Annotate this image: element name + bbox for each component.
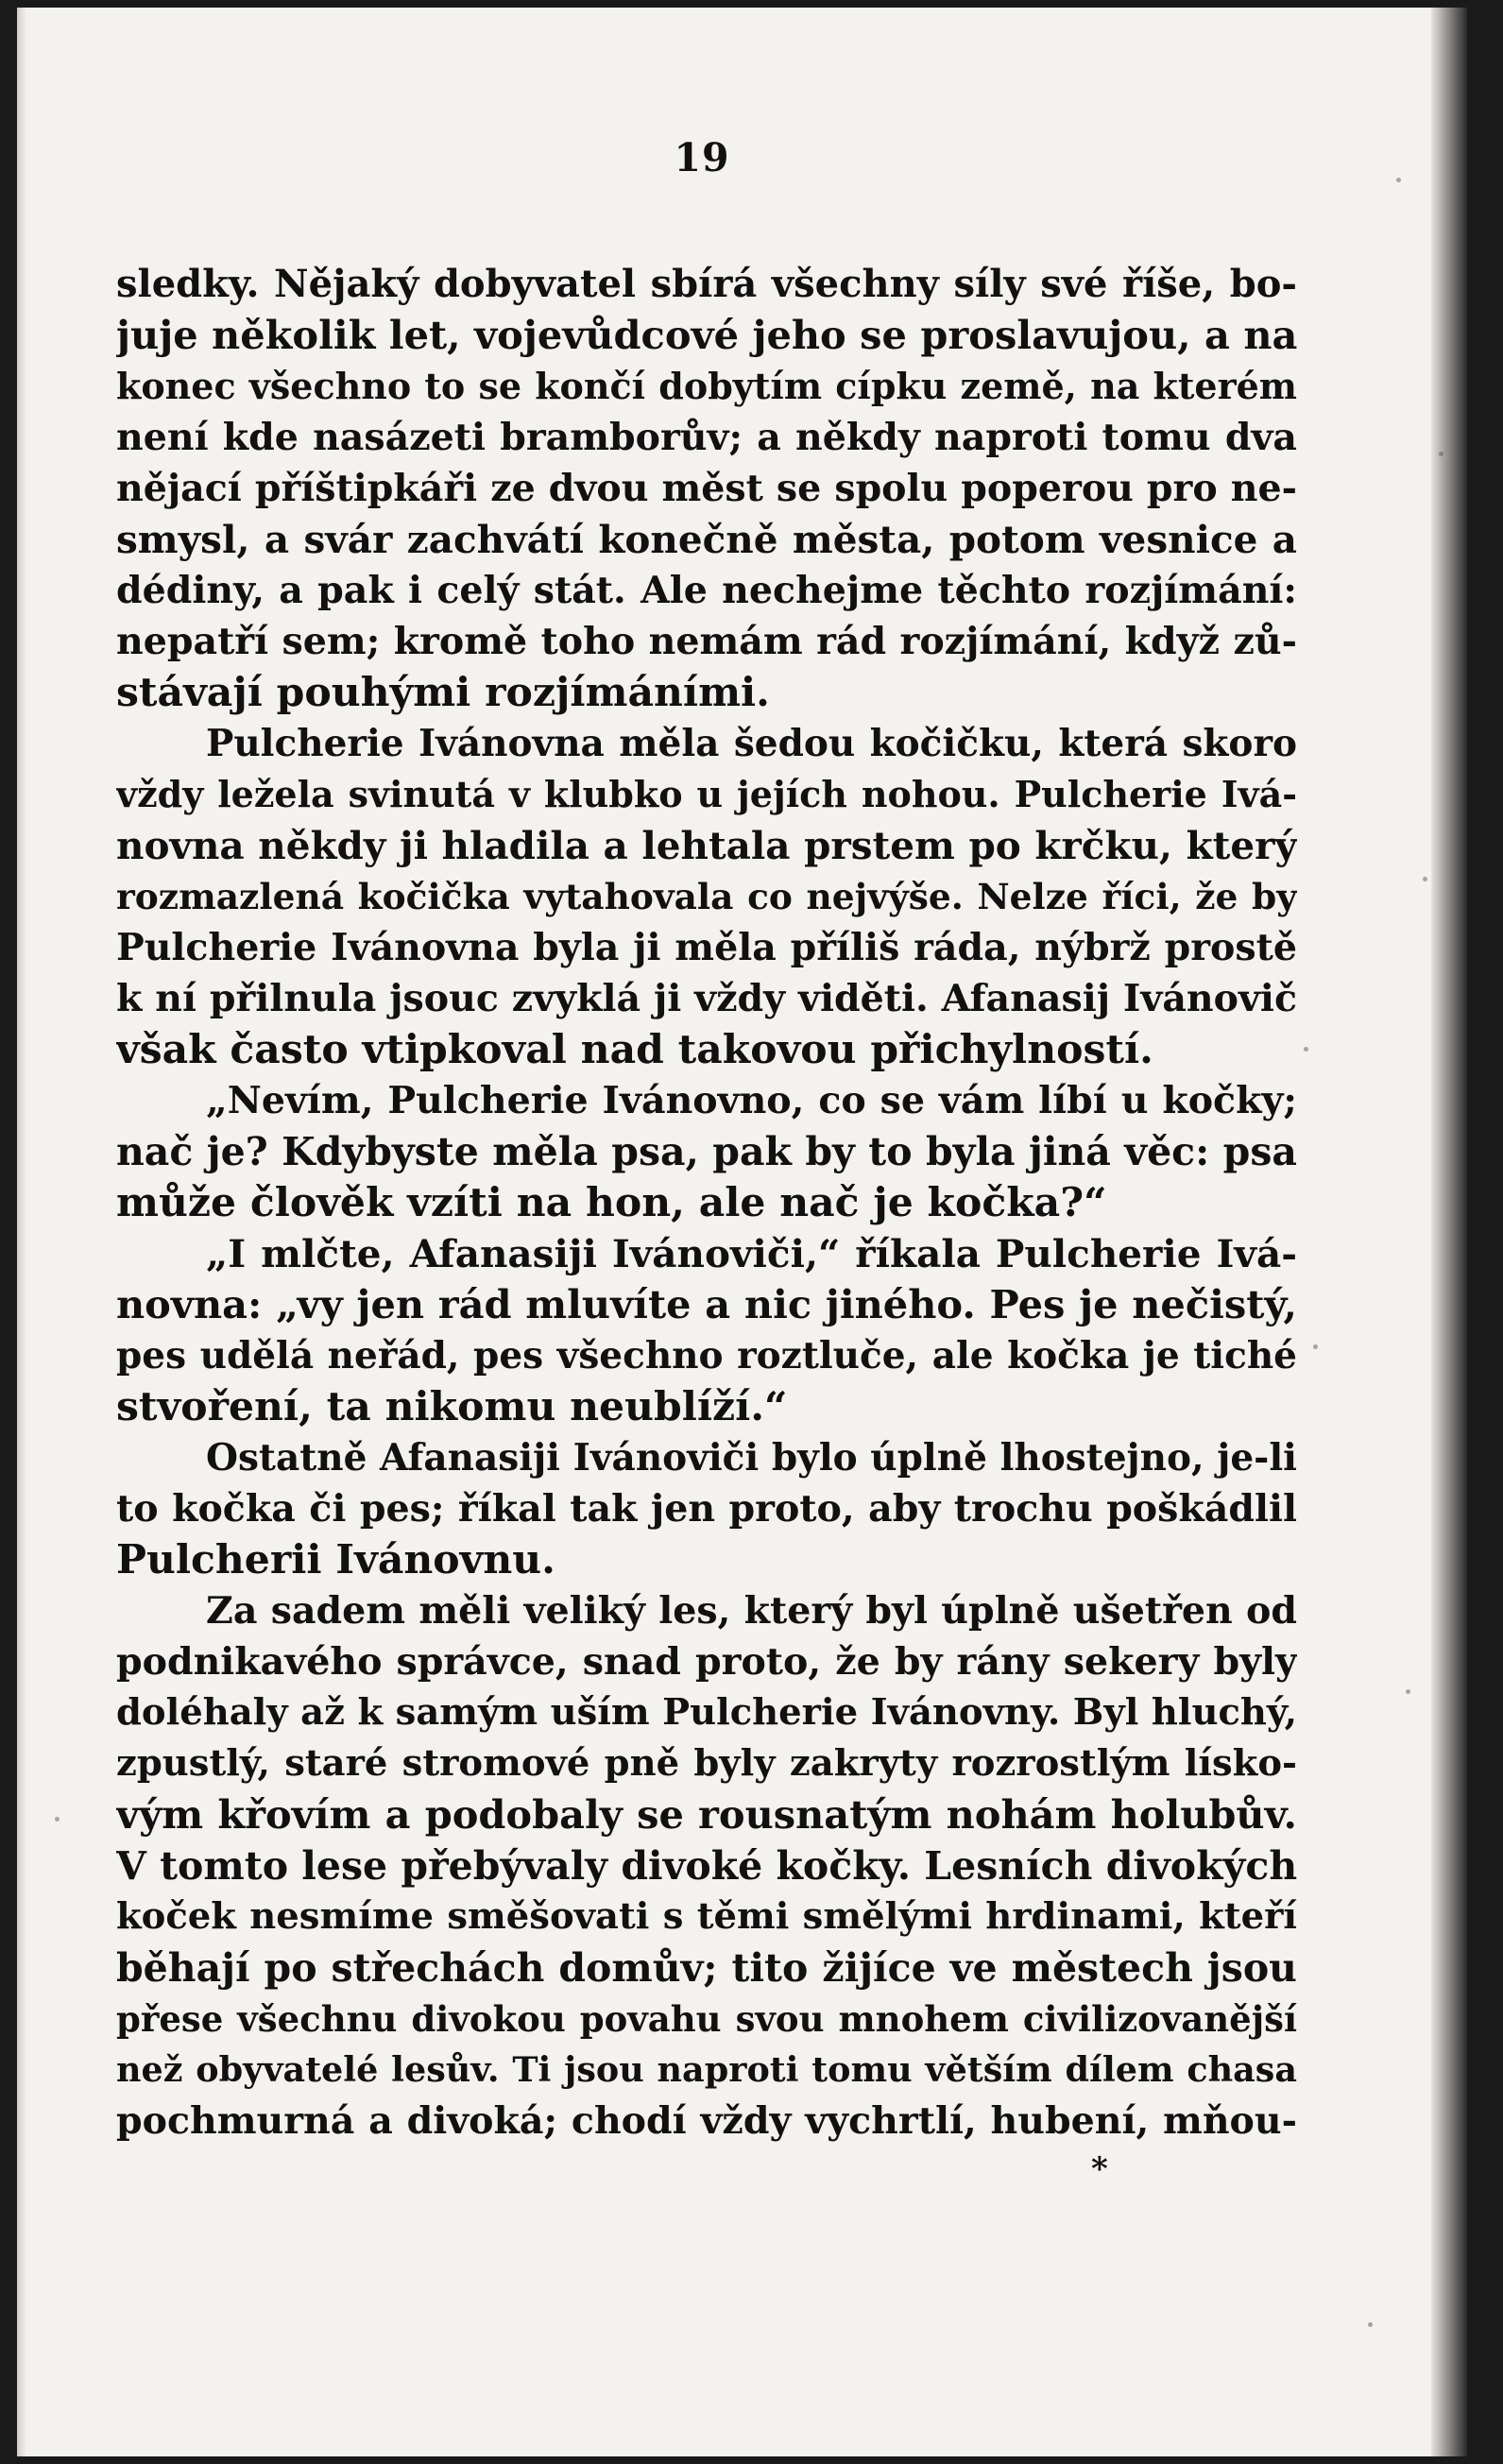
text-line: Pulcherie Ivánovna byla ji měla příliš ráda, nýbrž prostě xyxy=(116,926,1297,969)
text-line: pochmurná a divoká; chodí vždy vychrtlí, hubení, mňou- xyxy=(116,2099,1297,2143)
text-line: Za sadem měli veliký les, který byl úplně ušetřen od xyxy=(206,1589,1297,1633)
text-line: nač je? Kdybyste měla psa, pak by to byla jiná věc: psa xyxy=(116,1129,1297,1174)
text-line: není kde nasázeti bramborův; a někdy naproti tomu dva xyxy=(116,416,1297,459)
text-line: „Nevím, Pulcherie Ivánovno, co se vám líbí u kočky; xyxy=(206,1079,1297,1122)
text-line: koček nesmíme směšovati s těmi smělými hrdinami, kteří xyxy=(116,1895,1297,1938)
text-line: doléhaly až k samým uším Pulcherie Ivánovny. Byl hluchý, xyxy=(116,1691,1297,1734)
text-line: novna: „vy jen rád mluvíte a nic jiného. Pes je nečistý, xyxy=(116,1281,1297,1327)
text-line: však často vtipkoval nad takovou přichylností. xyxy=(116,1026,1153,1073)
text-line: rozmazlená kočička vytahovala co nejvýše. Nelze říci, že by xyxy=(116,876,1297,917)
text-line: může člověk vzíti na hon, ale nač je kočka?“ xyxy=(116,1179,1107,1226)
text-line: to kočka či pes; říkal tak jen proto, aby trochu poškádlil xyxy=(116,1487,1297,1531)
text-line: Ostatně Afanasiji Ivánoviči bylo úplně lhostejno, je-li xyxy=(206,1436,1297,1480)
page-number: 19 xyxy=(674,135,730,180)
page-gutter-shadow xyxy=(17,8,26,2456)
text-line: stávají pouhými rozjímáními. xyxy=(116,669,770,716)
text-line: V tomto lese přebývaly divoké kočky. Lesních divokých xyxy=(116,1843,1297,1889)
text-line: běhají po střechách domův; tito žijíce ve městech jsou xyxy=(116,1945,1297,1991)
text-line: nepatří sem; kromě toho nemám rád rozjímání, když zů- xyxy=(116,620,1297,663)
text-line: k ní přilnula jsouc zvyklá ji vždy viděti. Afanasij Ivánovič xyxy=(116,977,1297,1020)
text-line: Pulcherie Ivánovna měla šedou kočičku, která skoro xyxy=(206,722,1297,765)
signature-mark: * xyxy=(1091,2150,1108,2188)
text-line: sledky. Nějaký dobyvatel sbírá všechny síly své říše, bo- xyxy=(116,262,1297,306)
text-line: než obyvatelé lesův. Ti jsou naproti tomu větším dílem chasa xyxy=(116,2049,1297,2090)
text-line: konec všechno to se končí dobytím cípku země, na kterém xyxy=(116,365,1297,407)
text-line: pes udělá neřád, pes všechno roztluče, ale kočka je tiché xyxy=(116,1334,1297,1377)
text-line: dédiny, a pak i celý stát. Ale nechejme těchto rozjímání: xyxy=(116,569,1297,612)
text-line: stvoření, ta nikomu neublíží.“ xyxy=(116,1383,788,1430)
text-line: Pulcherii Ivánovnu. xyxy=(116,1536,555,1583)
text-line: juje několik let, vojevůdcové jeho se proslavujou, a na xyxy=(116,312,1297,358)
body-text xyxy=(116,259,1297,2147)
text-line: nějací příštipkáři ze dvou měst se spolu poperou pro ne- xyxy=(116,467,1297,510)
page-edge-shadow xyxy=(1431,8,1467,2456)
text-line: zpustlý, staré stromové pně byly zakryty rozrostlým lísko- xyxy=(116,1742,1297,1785)
text-line: smysl, a svár zachvátí konečně města, potom vesnice a xyxy=(116,517,1297,562)
text-line: přese všechnu divokou povahu svou mnohem civilizovanější xyxy=(116,1998,1297,2040)
text-line: podnikavého správce, snad proto, že by rány sekery byly xyxy=(116,1640,1297,1684)
text-line: vým křovím a podobaly se rousnatým nohám holubův. xyxy=(116,1791,1297,1838)
text-line: novna někdy ji hladila a lehtala prstem po krčku, který xyxy=(116,823,1297,868)
text-line: vždy ležela svinutá v klubko u jejích nohou. Pulcherie Ivá- xyxy=(116,773,1297,815)
text-line: „I mlčte, Afanasiji Ivánoviči,“ říkala Pulcherie Ivá- xyxy=(206,1231,1297,1276)
book-page xyxy=(17,8,1467,2456)
